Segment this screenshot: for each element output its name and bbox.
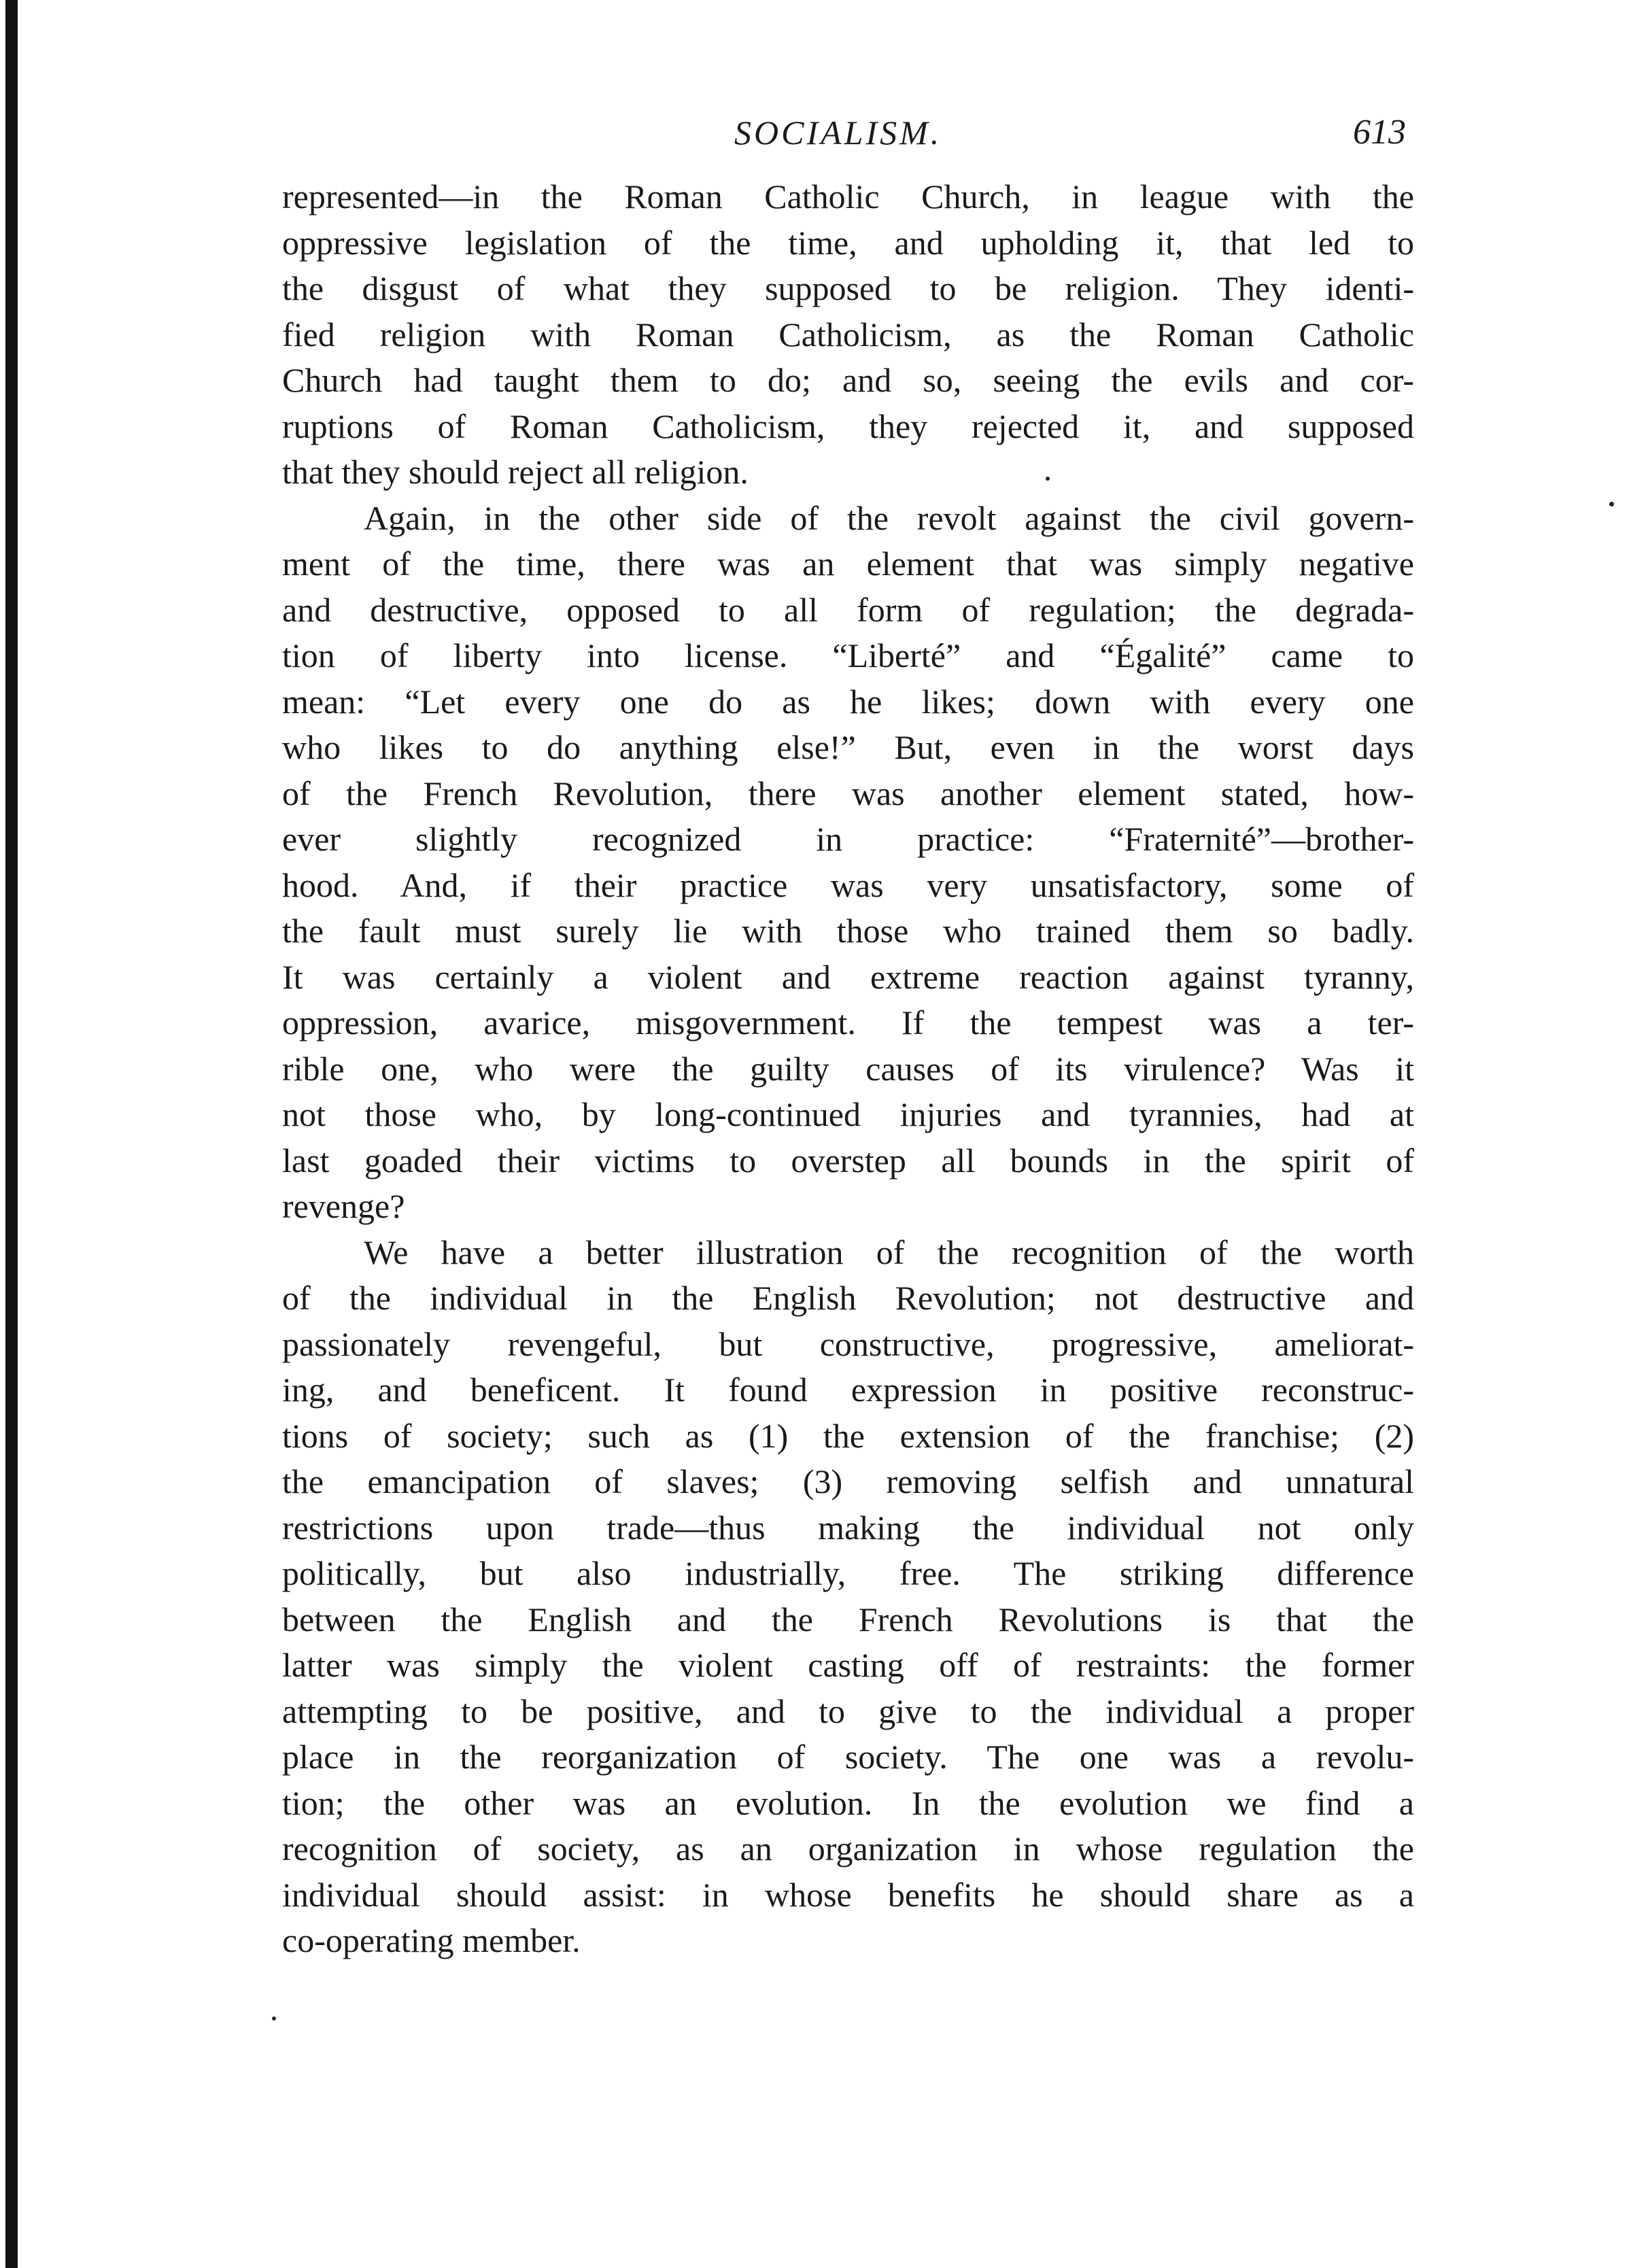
- text-line: between the English and the French Revolutions is that the: [282, 1600, 1414, 1638]
- text-line: individual should assist: in whose benefits he should share as a: [282, 1875, 1414, 1914]
- text-line: tion of liberty into license. “Liberté” and “Égalité” came to: [282, 636, 1414, 674]
- text-line: tion; the other was an evolution. In the evolution we find a: [282, 1783, 1414, 1822]
- text-line: ever slightly recognized in practice: “Fraternité”—brother-: [282, 820, 1414, 858]
- text-line: revenge?: [282, 1187, 405, 1225]
- text-line: of the French Revolution, there was another element stated, how-: [282, 774, 1414, 812]
- page-binding-edge: [5, 0, 18, 2268]
- print-speck: [272, 2016, 276, 2021]
- text-line: who likes to do anything else!” But, even in the worst days: [282, 728, 1414, 766]
- text-line: not those who, by long-continued injuries and tyrannies, had at: [282, 1095, 1414, 1133]
- text-line: the emancipation of slaves; (3) removing selfish and unnatural: [282, 1462, 1414, 1500]
- text-line: fied religion with Roman Catholicism, as the Roman Catholic: [282, 315, 1414, 354]
- text-line: We have a better illustration of the recognition of the worth: [364, 1233, 1414, 1271]
- text-line: hood. And, if their practice was very unsatisfactory, some of: [282, 865, 1414, 904]
- text-line: and destructive, opposed to all form of regulation; the degrada-: [282, 590, 1414, 629]
- text-line: oppression, avarice, misgovernment. If the tempest was a ter-: [282, 1003, 1414, 1042]
- text-line: last goaded their victims to overstep all bounds in the spirit of: [282, 1141, 1414, 1180]
- text-line: restrictions upon trade—thus making the individual not only: [282, 1508, 1414, 1547]
- text-line: the fault must surely lie with those who trained them so badly.: [282, 912, 1414, 950]
- text-line: mean: “Let every one do as he likes; down with every one: [282, 682, 1414, 721]
- body-text: [282, 174, 1414, 1964]
- text-line: It was certainly a violent and extreme reaction against tyranny,: [282, 957, 1414, 996]
- text-line: ing, and beneficent. It found expression in positive reconstruc-: [282, 1371, 1414, 1409]
- print-speck: [1046, 477, 1050, 481]
- text-line: oppressive legislation of the time, and upholding it, that led to: [282, 223, 1414, 262]
- paragraph-1: [282, 174, 1414, 496]
- text-line: represented—in the Roman Catholic Church, in league with the: [282, 177, 1414, 216]
- text-line: of the individual in the English Revolution; not destructive and: [282, 1279, 1414, 1317]
- print-speck: [1609, 502, 1614, 506]
- paragraph-2: [282, 496, 1414, 1230]
- text-line: place in the reorganization of society. The one was a revolu-: [282, 1738, 1414, 1776]
- text-line: tions of society; such as (1) the extension of the franchise; (2): [282, 1416, 1414, 1455]
- text-line: ruptions of Roman Catholicism, they rejected it, and supposed: [282, 407, 1414, 445]
- text-line: that they should reject all religion.: [282, 453, 749, 491]
- page-number: 613: [1353, 113, 1406, 152]
- text-line: politically, but also industrially, free. The striking difference: [282, 1554, 1414, 1592]
- running-title: SOCIALISM.: [734, 114, 942, 152]
- text-line: latter was simply the violent casting off of restraints: the former: [282, 1646, 1414, 1684]
- paragraph-3: [282, 1230, 1414, 1964]
- text-line: ment of the time, there was an element that was simply negative: [282, 545, 1414, 583]
- running-header: [0, 109, 1648, 156]
- text-line: attempting to be positive, and to give to the individual a proper: [282, 1691, 1414, 1730]
- text-line: Again, in the other side of the revolt against the civil govern-: [364, 498, 1414, 537]
- text-line: recognition of society, as an organization in whose regulation the: [282, 1829, 1414, 1868]
- text-line: co-operating member.: [282, 1921, 581, 1959]
- text-line: passionately revengeful, but constructive, progressive, ameliorat-: [282, 1324, 1414, 1363]
- text-line: the disgust of what they supposed to be religion. They identi-: [282, 269, 1414, 307]
- text-line: Church had taught them to do; and so, seeing the evils and cor-: [282, 361, 1414, 399]
- text-line: rible one, who were the guilty causes of its virulence? Was it: [282, 1049, 1414, 1088]
